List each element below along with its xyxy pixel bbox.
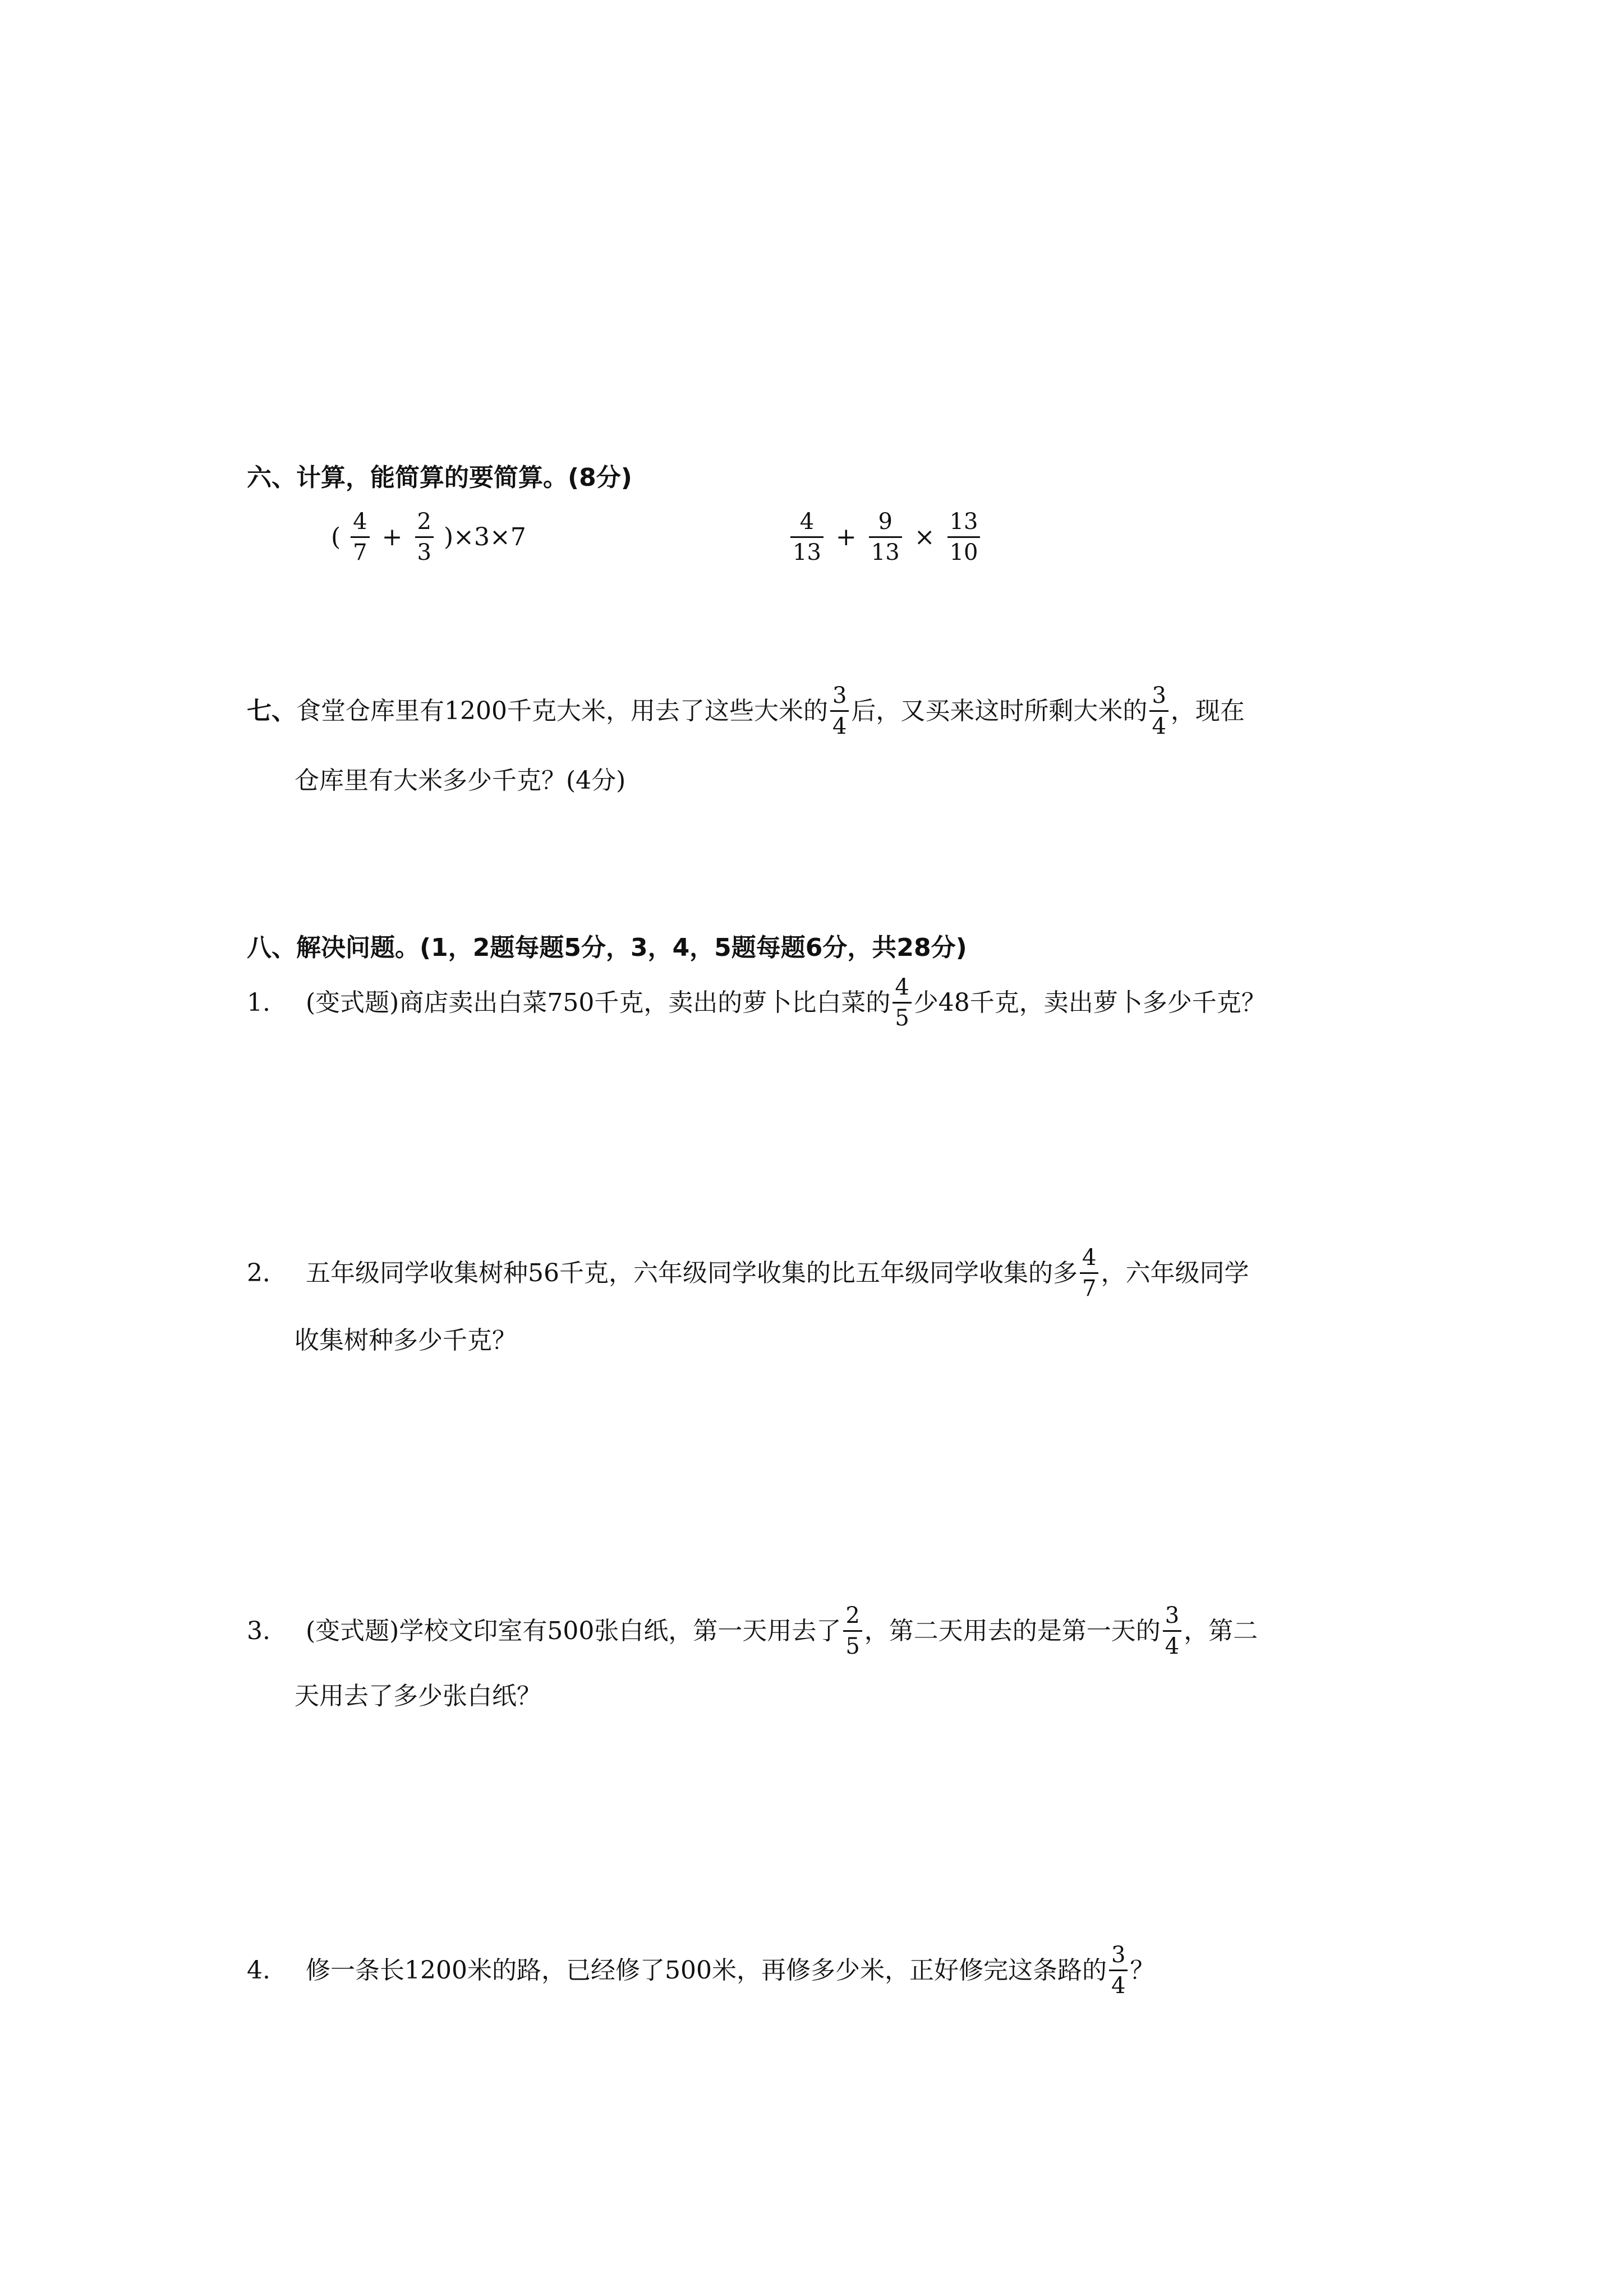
expression-2	[788, 510, 982, 564]
fraction: $\frac{3}{4}$	[1149, 684, 1168, 738]
section-7-text-b: 后，又买来这时所剩大米的	[851, 696, 1148, 725]
question-number: 4.	[247, 1955, 270, 1985]
section-6-heading: 六、计算，能简算的要简算。(8分)	[247, 463, 632, 492]
question-1	[247, 976, 1266, 1029]
fraction: $\frac{13}{10}$	[947, 510, 981, 564]
fraction: $\frac{3}{4}$	[830, 684, 849, 738]
question-2-line-1	[247, 1246, 1249, 1300]
expr1-tail: )×3×7	[443, 522, 526, 551]
section-7-text-a: 食堂仓库里有1200千克大米，用去了这些大米的	[296, 696, 828, 725]
question-number: 1.	[247, 988, 270, 1017]
fraction: $\frac{4}{5}$	[892, 976, 911, 1029]
question-4-text-b: ？	[1130, 1955, 1155, 1985]
question-2-text-b: ，六年级同学	[1101, 1258, 1249, 1287]
expr1-open-paren: (	[331, 522, 341, 551]
fraction: $\frac{3}{4}$	[1109, 1944, 1128, 1997]
question-number: 2．	[247, 1258, 287, 1287]
expression-1	[331, 510, 526, 564]
question-2-line-2: 收集树种多少千克？	[295, 1326, 517, 1355]
question-3-line-2: 天用去了多少张白纸？	[295, 1682, 541, 1710]
question-number: 3.	[247, 1616, 270, 1645]
question-3-text-a: (变式题)学校文印室有500张白纸，第一天用去了	[306, 1616, 841, 1645]
question-4-text-a: 修一条长1200米的路，已经修了500米，再修多少米，正好修完这条路的	[306, 1955, 1107, 1985]
fraction: $\frac{2}{3}$	[415, 510, 434, 564]
question-1-text-b: 少48千克，卖出萝卜多少千克？	[913, 988, 1266, 1017]
question-2-text-a: 五年级同学收集树种56千克，六年级同学收集的比五年级同学收集的多	[306, 1258, 1078, 1287]
times-sign: ×	[914, 522, 935, 551]
section-7-text-c: ，现在	[1170, 696, 1245, 725]
fraction: $\frac{9}{13}$	[869, 510, 902, 564]
section-8-heading: 八、解决问题。(1，2题每题5分，3，4，5题每题6分，共28分)	[247, 933, 967, 962]
plus-sign: +	[835, 522, 857, 551]
question-3-text-b: ，第二天用去的是第一天的	[864, 1616, 1161, 1645]
question-3-line-1	[247, 1604, 1258, 1658]
fraction: $\frac{4}{7}$	[351, 510, 369, 564]
plus-sign: +	[381, 522, 403, 551]
section-7-label: 七、	[247, 696, 296, 725]
section-7-line-1	[247, 684, 1245, 738]
fraction: $\frac{2}{5}$	[843, 1604, 862, 1658]
fraction: $\frac{3}{4}$	[1163, 1604, 1181, 1658]
question-1-text-a: (变式题)商店卖出白菜750千克，卖出的萝卜比白菜的	[306, 988, 891, 1017]
question-3-text-c: ，第二	[1184, 1616, 1258, 1645]
question-4	[247, 1944, 1154, 1997]
fraction: $\frac{4}{7}$	[1080, 1246, 1098, 1300]
section-7-line-2: 仓库里有大米多少千克？(4分)	[295, 766, 626, 795]
fraction: $\frac{4}{13}$	[790, 510, 823, 564]
